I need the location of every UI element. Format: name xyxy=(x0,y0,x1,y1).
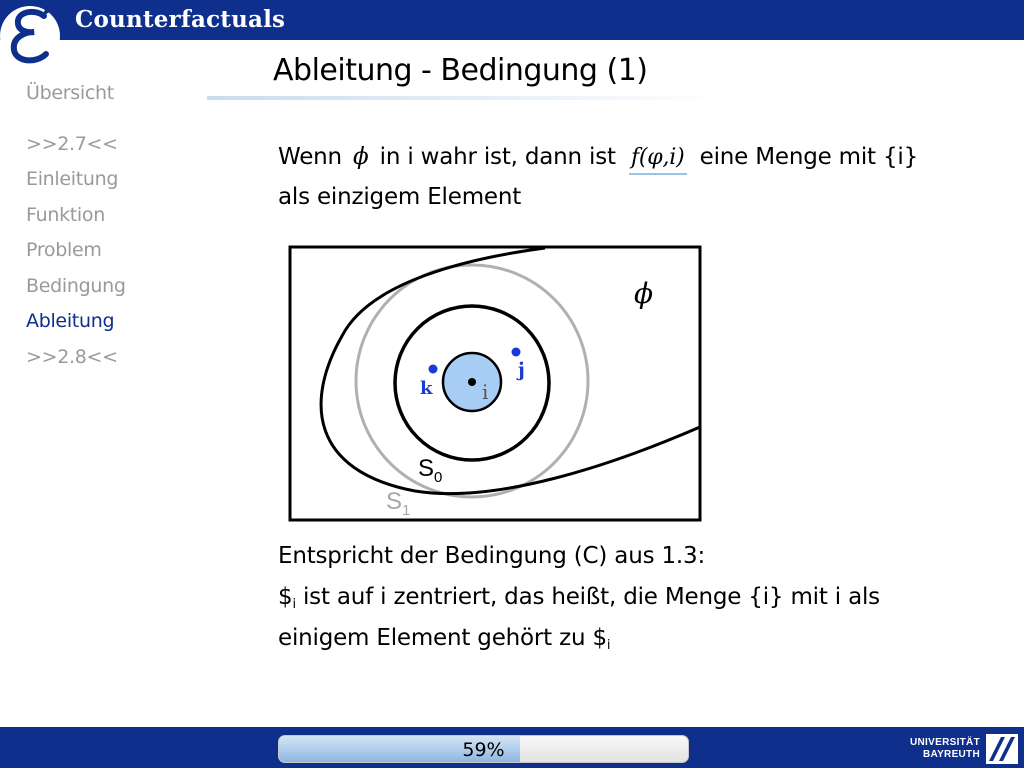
intro-line-1 xyxy=(278,143,918,175)
sidebar-item-einleitung[interactable]: Einleitung xyxy=(26,168,119,190)
phi-symbol: ϕ xyxy=(353,144,369,170)
point-i-label: i xyxy=(482,380,489,404)
sidebar-item-bedingung[interactable]: Bedingung xyxy=(26,275,126,297)
phi-label: ϕ xyxy=(634,277,654,310)
app-title: Counterfactuals xyxy=(75,6,286,33)
point-k-label: k xyxy=(420,378,433,399)
sidebar-item-2-7[interactable]: >>2.7<< xyxy=(26,133,118,155)
bottom-line-3-text: einigem Element gehört zu $ xyxy=(278,625,607,651)
progress-bar[interactable] xyxy=(278,735,689,763)
intro-mid: in i wahr ist, dann ist xyxy=(379,144,616,170)
s1-label: $S_1$ xyxy=(386,488,411,519)
bottom-line-2 xyxy=(278,584,880,612)
title-underline xyxy=(207,96,727,100)
bottom-line-2-text: ist auf i zentriert, das heißt, die Menge {i} mit i als xyxy=(295,584,880,610)
epsilon-logo-icon xyxy=(0,0,72,72)
progress-text: 59% xyxy=(462,739,505,761)
point-j-dot xyxy=(512,348,521,357)
bottom-line-3 xyxy=(278,625,610,653)
sidebar-item-funktion[interactable]: Funktion xyxy=(26,204,105,226)
formula-f-phi-i[interactable]: f(φ,i) xyxy=(629,143,687,175)
university-logo-text: UNIVERSITÄT BAYREUTH xyxy=(910,737,980,760)
point-j-label: j xyxy=(518,359,525,381)
bayreuth-mark-icon xyxy=(985,733,1019,765)
slide-title: Ableitung - Bedingung (1) xyxy=(273,53,648,88)
dollar-symbol: $ xyxy=(278,584,293,610)
point-k-dot xyxy=(429,365,438,374)
point-i-dot xyxy=(468,378,476,386)
intro-line-2: als einzigem Element xyxy=(278,184,522,210)
dollar-subscript: i xyxy=(292,597,296,612)
intro-wenn: Wenn xyxy=(278,144,342,170)
sidebar-item-uebersicht[interactable]: Übersicht xyxy=(26,82,114,104)
sidebar-item-2-8[interactable]: >>2.8<< xyxy=(26,346,118,368)
bottom-line-1: Entspricht der Bedingung (C) aus 1.3: xyxy=(278,543,705,569)
sidebar-item-problem[interactable]: Problem xyxy=(26,239,102,261)
bottom-line-3-subscript: i xyxy=(606,638,611,653)
sidebar-item-ableitung[interactable]: Ableitung xyxy=(26,310,115,332)
intro-end: eine Menge mit {i} xyxy=(699,144,919,170)
s0-label: $S_0$ xyxy=(418,455,443,486)
sphere-diagram xyxy=(280,236,720,536)
university-bayreuth-logo xyxy=(905,733,1020,765)
